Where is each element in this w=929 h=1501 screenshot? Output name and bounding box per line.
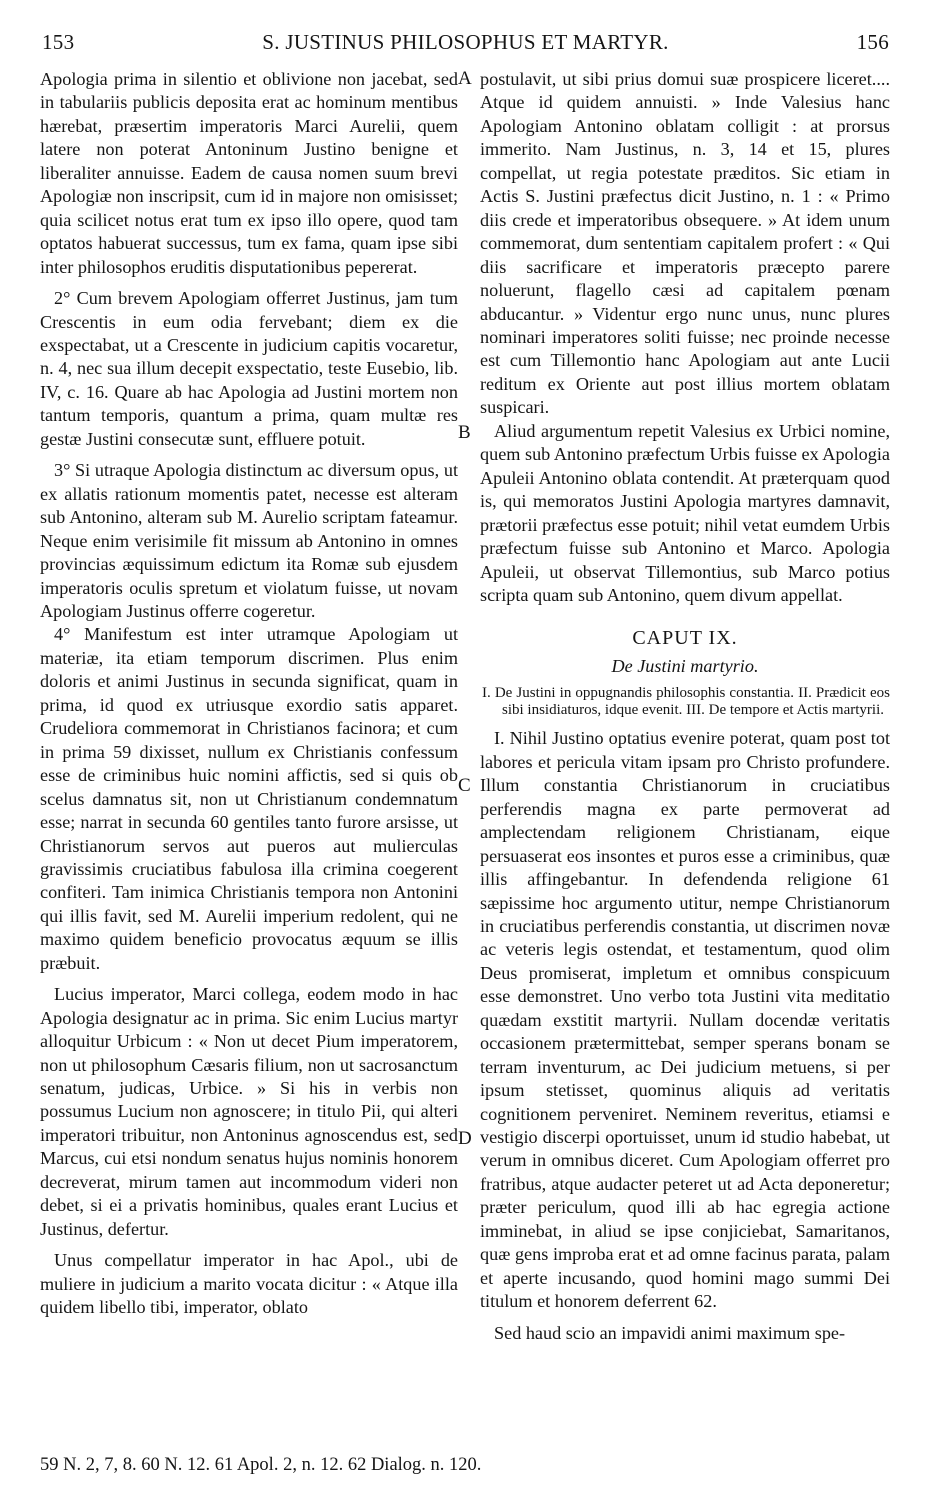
paragraph: Lucius imperator, Marci collega, eodem modo in hac Apologia designatur ac in prima. Sic enim Lucius martyr alloquitur Urbicum : « Non ut decet Pium imperatorem, non ut philosophum Cæsaris filium, non ut sacrosanctum senatum, judicas, Urbice. » Si his in verbis non possumus Lucium non agnoscere; in titulo Pii, qui alteri imperatori tribuitur, non Antoninus agnoscendus est, sed Marcus, cui etsi nondum senatus hujus nominis honorem decreverat, mirum tamen aut incommodum videri non debet, si ei a privatis hominibus, quales erant Lucius et Justinus, defertur. <box>40 984 458 1239</box>
paragraph: Aliud argumentum repetit Valesius ex Urbici nomine, quem sub Antonino præfectum Urbis fuisse ex Apologia Apuleii Antonino oblata contendit. At præterquam quod is, qui memoratos Justini Apologia martyres damnavit, prætorii præfectus esse potuit; nihil vetat eumdem Urbis præfectum fuisse sub Antonino et Marco. Apologia Apuleii, ut observat Tillemontius, sub Marco potius scripta quam sub Antonino, quem divum appellat. <box>480 420 890 605</box>
chapter-subtitle: De Justini martyrio. <box>611 655 759 676</box>
paragraph: 4° Manifestum est inter utramque Apologiam ut materiæ, ita etiam temporum discrimen. Plus enim doloris et animi Justinus in secunda significat, quam in prima, id quod ex utriusque exordio satis apparet. Crudeliora commemorat in Christianos facinora; et cum in prima 59 dixisset, nullum ex Christianis confessum esse de criminibus huic nomini affictis, sed si quis ob scelus damnatus sit, non ut Christianum condemnatum esse; narrat in secunda 60 gentiles tanto furore arsisse, ut Christianorum servos aut pueros aut mulierculas gravissimis cruciatibus fabulosa illa crimina coegerent confiteri. Tam inimica Christianis tempora non Antonini qui illis favit, sed M. Aurelii imperium redolent, qui ne maximo quidem beneficio provocatus æquum se illis præbuit. <box>40 624 458 973</box>
paragraph: 3° Si utraque Apologia distinctum ac diversum opus, ut ex allatis rationum momentis patet, necesse est alteram sub Antonino, alteram sub M. Aurelio scriptam fateamur. Neque enim verisimile fit missum ab Antonino in omnes provincias æquissimum edictum ita Romæ sub ejusdem imperatoris oculis spretum et violatum fuisse, ut novam Apologiam Justinus offerre cogeretur. <box>40 460 458 621</box>
paragraph: Unus compellatur imperator in hac Apol., ubi de muliere in judicium a marito vocata dicitur : « Atque illa quidem libello tibi, imperator, oblato <box>40 1250 458 1318</box>
paragraph: postulavit, ut sibi prius domui suæ prospicere liceret.... Atque id quidem annuisti. » Inde Valesius hanc Apologiam Antonino oblatam colligit : at prorsus immerito. Nam Justinus, n. 3, 14 et 15, plures compellat, ut regia potestate præditos. Sic etiam in Actis S. Justini præfectus dicit Justino, n. 1 : « Primo diis crede et imperatoribus obsequere. » At idem unum commemorat, dum sententiam capitalem profert : « Qui diis sacrificare et imperatoris præcepto parere noluerunt, flagello cæsi ad capitalem pœnam abducantur. » Videntur ergo nunc unus, nunc plures nominari imperatores soliti fuisse; nec proinde necesse est cum Tillemontio hanc Apologiam aut ante Lucii reditum ex Oriente aut post illius mortem oblatam suspicari. <box>480 69 890 418</box>
paragraph: I. Nihil Justino optatius evenire poterat, quam post tot labores et pericula vitam ipsam pro Christo profundere. Illum constantia Christianorum in cruciatibus perferendis magna ex parte permoverat ad amplectendam religionem Christianam, eique persuaserat eos insontes et puros esse a criminibus, quæ illis affingebantur. In defendenda religione 61 sæpissime hoc argumento utitur, nempe Christianorum in cruciatibus perferendis constantia, ut discrimen novæ ac veteris legis ostendat, et testamentum, quod olim Deus promiserat, impletum et omnibus conspicuum esse demonstret. Uno verbo tota Justini vita meditatio quædam exstitit martyrii. Nullam docendæ veritatis occasionem prætermittebat, semper sperans bonam se terram inventurum, ac Dei judicium metuens, si per ipsum stetisset, quominus aliquis ad veritatis cognitionem perveniret. Neminem reveritus, etiamsi e vestigio discerpi oportuisset, unum id studio habebat, ut verum in omnibus diceret. Cum Apologiam offerret pro fratribus, atque audacter peteret ut ad Acta deponeretur; præter periculum, quod illi ab hac egregia actione imminebat, in aliud se ipse conjiciebat, Samaritanos, quæ gens improba erat et ad omne facinus parata, palam et aperte incusando, quod homini mago summi Dei titulum et honorem deferrent 62. <box>480 728 890 1312</box>
running-header <box>42 30 889 60</box>
margin-marker-d: D <box>458 1128 472 1149</box>
margin-marker-b: B <box>458 422 471 443</box>
margin-marker-c: C <box>458 775 471 796</box>
footnotes: 59 N. 2, 7, 8. 60 N. 12. 61 Apol. 2, n. 12. 62 Dialog. n. 120. <box>40 1455 482 1475</box>
paragraph: Sed haud scio an impavidi animi maximum spe- <box>494 1322 846 1343</box>
running-title: S. JUSTINUS PHILOSOPHUS ET MARTYR. <box>262 30 669 54</box>
page-number-left: 153 <box>42 30 75 54</box>
margin-marker-a: A <box>458 68 472 89</box>
right-column <box>480 68 890 1345</box>
chapter-title: CAPUT IX. <box>632 627 738 650</box>
chapter-summary: I. De Justini in oppugnandis philosophis constantia. II. Prædicit eos sibi insidiaturos, idque evenit. III. De tempore et Actis martyrii. <box>482 685 890 718</box>
paragraph: Apologia prima in silentio et oblivione non jacebat, sed in tabulariis publicis deposita erat ac hominum mentibus hærebat, præsertim imperatoris Marci Aurelii, quem latere non poterat Antoninum Justino benigne et liberaliter annuisse. Eadem de causa nomen suum brevi Apologiæ non inscripsit, cum id in majore non omisisset; quia scilicet notus erat tum ex ipso illo opere, quod tam optatos habuerat successus, tum ex fama, quam ipse sibi inter philosophos eruditis disputationibus pepererat. <box>40 69 458 277</box>
paragraph: 2° Cum brevem Apologiam offerret Justinus, jam tum Crescentis in eum odia fervebant; diem ex die exspectabat, ut a Crescente in judicium capitis vocaretur, n. 4, nec sua illum decepit exspectatio, teste Eusebio, lib. IV, c. 16. Quare ab hac Apologia ad Justini mortem non tantum temporis, quantum a prima, quam multæ res gestæ Justini consecutæ sunt, effluere potuit. <box>40 288 458 449</box>
left-column <box>40 68 458 1320</box>
page-number-right: 156 <box>856 30 889 54</box>
